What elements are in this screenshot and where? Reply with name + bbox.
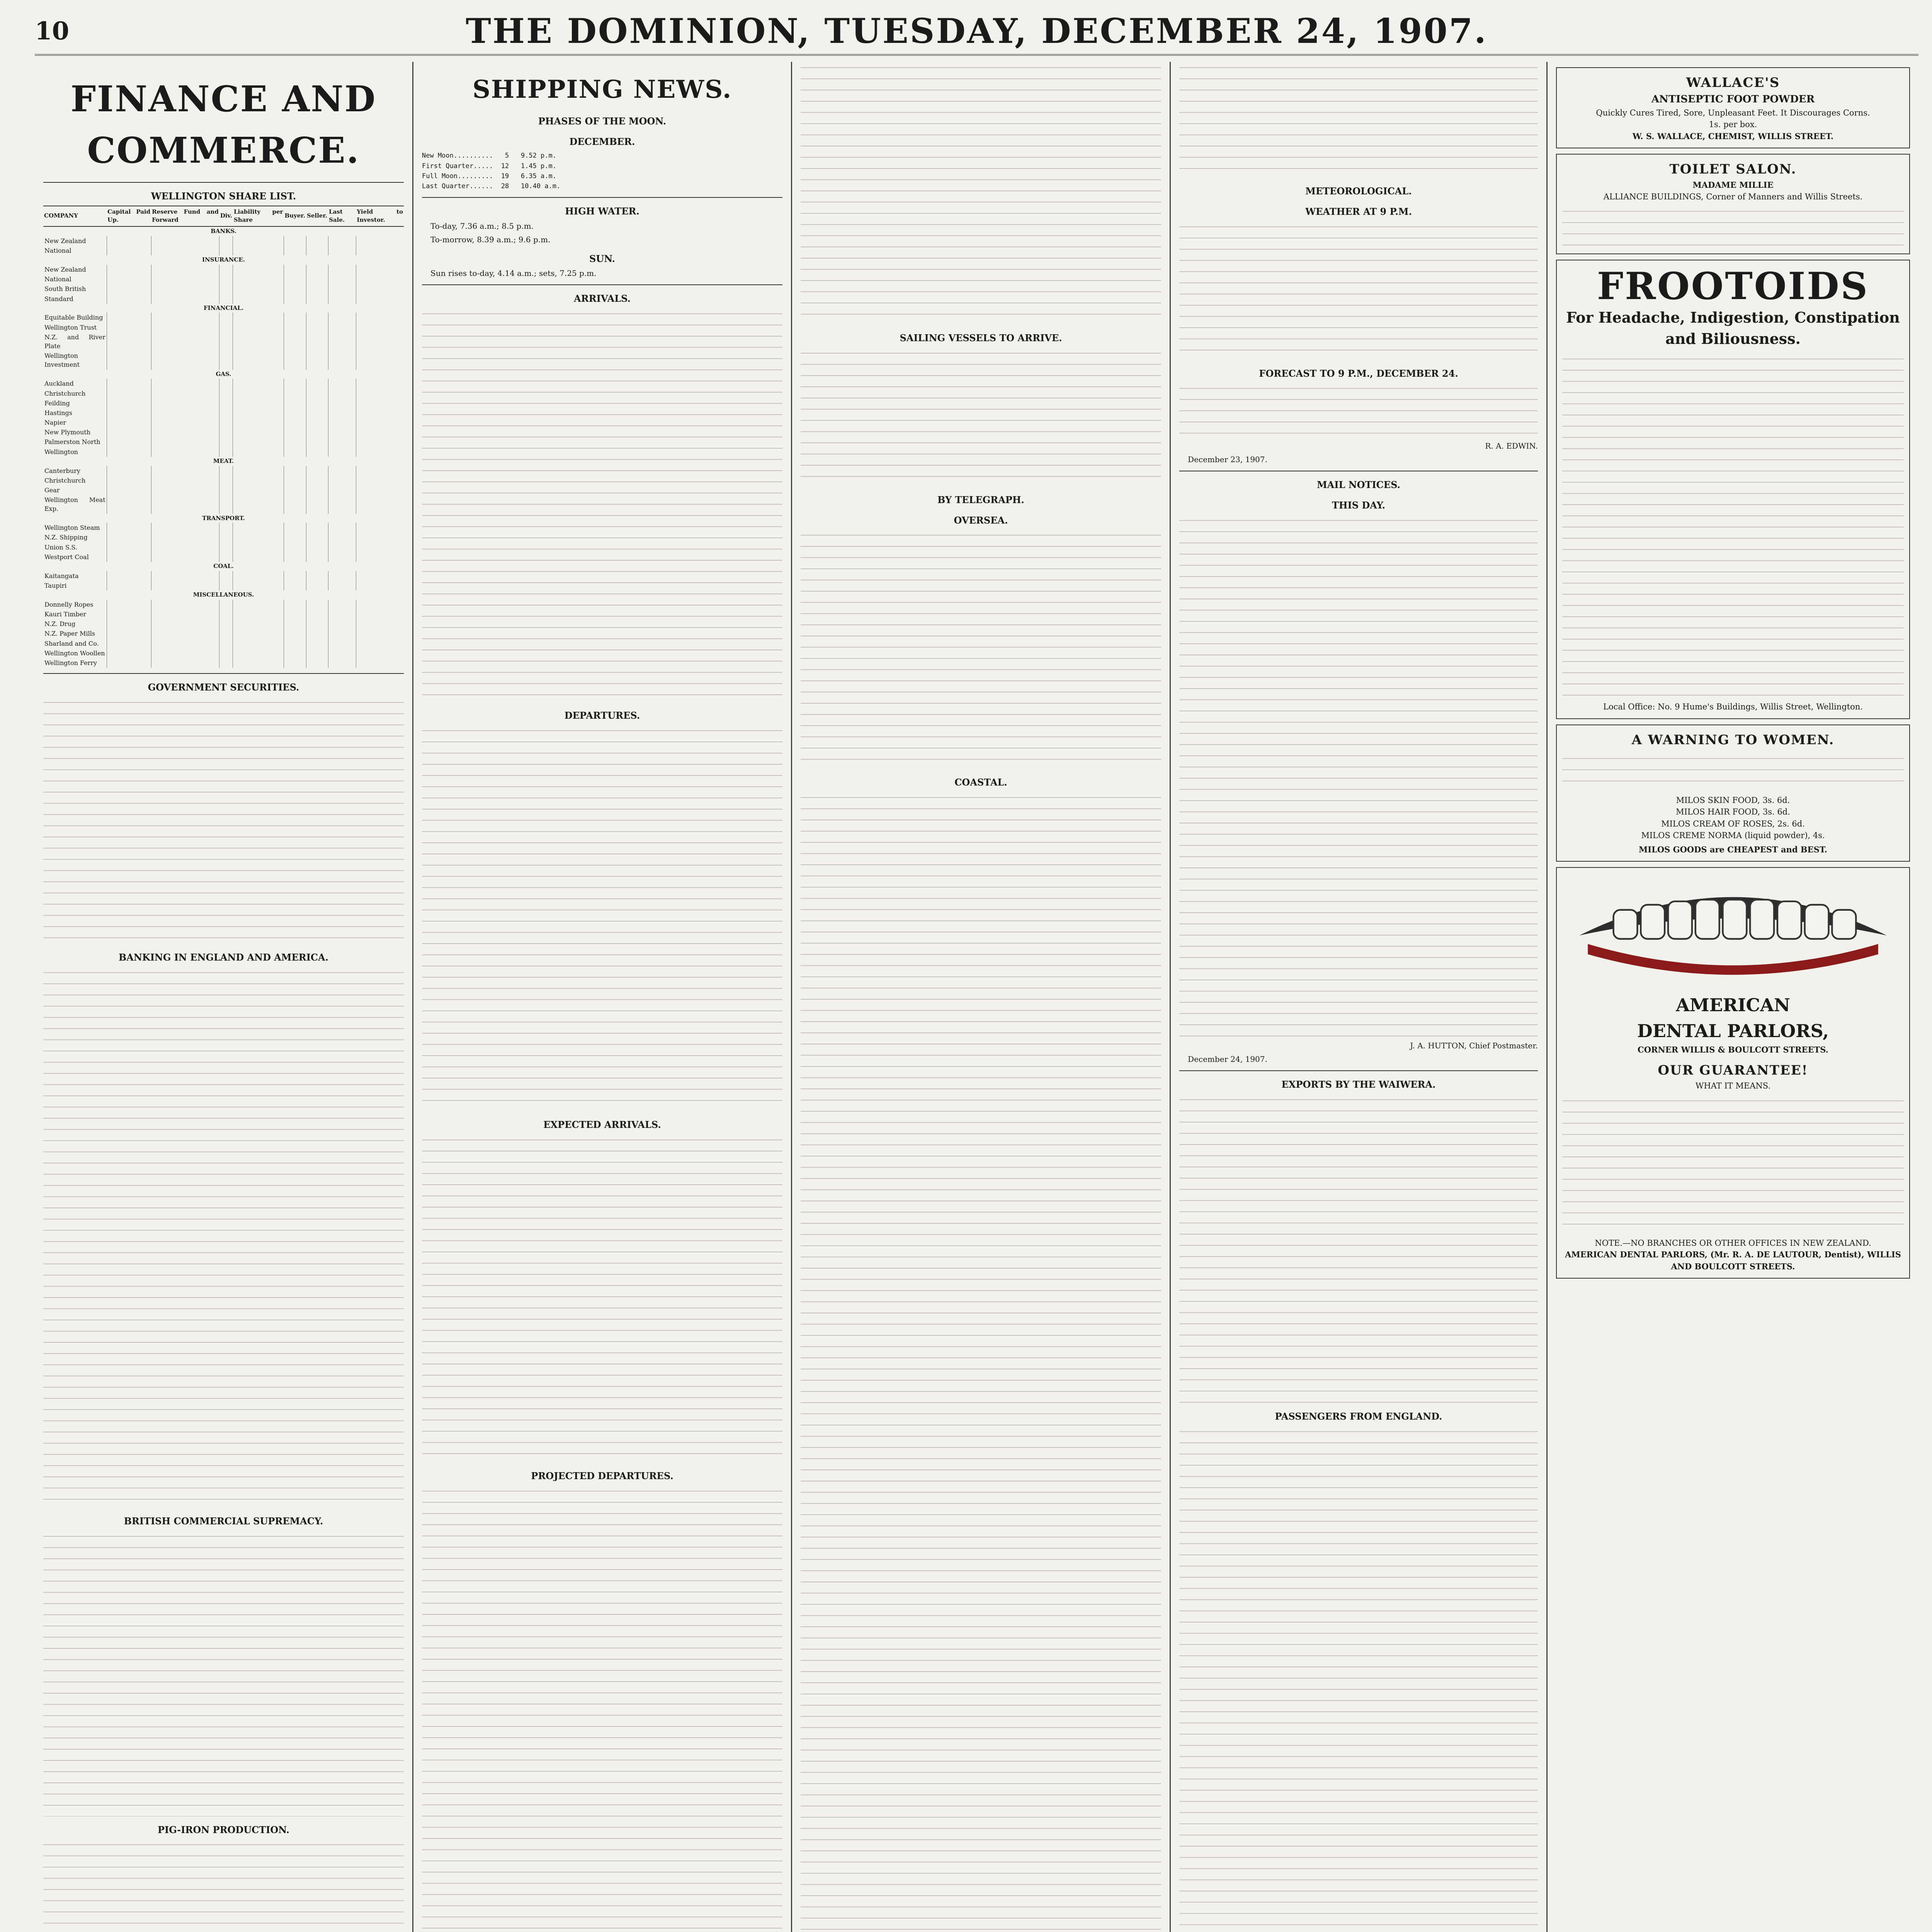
high-water-today: To-day, 7.36 a.m.; 8.5 p.m. bbox=[430, 221, 534, 231]
shipping-continued bbox=[801, 62, 1161, 325]
share-row: Wellington Woollen bbox=[43, 648, 404, 658]
banking-title: BANKING IN ENGLAND AND AMERICA. bbox=[118, 952, 329, 963]
share-table-column-header: Div. bbox=[219, 206, 233, 227]
departures-title: DEPARTURES. bbox=[564, 710, 640, 721]
telegraph-title: BY TELEGRAPH. bbox=[937, 494, 1024, 505]
passengers-text bbox=[1179, 1426, 1538, 1932]
toilet-salon-ad: TOILET SALON. MADAME MILLIE ALLIANCE BUILDINGS, Corner of Manners and Willis Streets. bbox=[1556, 154, 1910, 254]
british-title: BRITISH COMMERCIAL SUPREMACY. bbox=[124, 1515, 323, 1527]
expected-arrivals-text bbox=[422, 1134, 782, 1463]
share-row: National bbox=[43, 246, 404, 255]
moon-phase-row: Full Moon......... 19 6.35 a.m. bbox=[422, 172, 556, 180]
share-row: N.Z. Shipping bbox=[43, 532, 404, 542]
share-row: Canterbury bbox=[43, 466, 404, 476]
british-text bbox=[43, 1531, 404, 1816]
sailing-text bbox=[801, 347, 1161, 486]
pig-iron-title: PIG-IRON PRODUCTION. bbox=[157, 1824, 290, 1835]
milos-products bbox=[1562, 794, 1904, 842]
share-table-header bbox=[43, 206, 404, 227]
wallace-ad: WALLACE'S ANTISEPTIC FOOT POWDER Quickly Cures Tired, Sore, Unpleasant Feet. It Discourages Corns. 1s. per box. W. S. WALLACE, CHEMIST, WILLIS STREET. bbox=[1556, 67, 1910, 148]
forecast-text bbox=[1179, 383, 1538, 440]
share-row: N.Z. and River Plate bbox=[43, 332, 404, 351]
share-table-column-header: COMPANY bbox=[43, 206, 107, 227]
share-row: Christchurch bbox=[43, 476, 404, 485]
finance-column bbox=[35, 62, 413, 1932]
weather-date: December 23, 1907. bbox=[1188, 455, 1267, 464]
page-number: 10 bbox=[35, 16, 70, 46]
moon-month: DECEMBER. bbox=[569, 136, 635, 147]
dentures-illustration bbox=[1562, 873, 1904, 989]
share-category-row: BANKS. bbox=[211, 228, 236, 235]
share-table-column-header: Capital Paid Up. bbox=[107, 206, 151, 227]
milos-product: MILOS SKIN FOOD, 3s. 6d. bbox=[1676, 795, 1790, 805]
moon-title: PHASES OF THE MOON. bbox=[538, 115, 667, 127]
mail-text bbox=[1179, 515, 1538, 1040]
passengers-title: PASSENGERS FROM ENGLAND. bbox=[1275, 1410, 1442, 1422]
share-row: Christchurch bbox=[43, 389, 404, 398]
moon-phase-row: New Moon.......... 5 9.52 p.m. bbox=[422, 152, 556, 160]
sailing-title: SAILING VESSELS TO ARRIVE. bbox=[900, 332, 1062, 344]
share-row: National bbox=[43, 274, 404, 284]
share-row: Gear bbox=[43, 485, 404, 495]
share-table-column-header: Last Sale. bbox=[328, 206, 356, 227]
coastal-text bbox=[801, 792, 1161, 1932]
share-row: Union S.S. bbox=[43, 543, 404, 552]
share-list-title: WELLINGTON SHARE LIST. bbox=[151, 190, 296, 202]
share-row: N.Z. Drug bbox=[43, 619, 404, 629]
moon-phase-row: First Quarter..... 12 1.45 p.m. bbox=[422, 162, 556, 170]
expected-arrivals-title: EXPECTED ARRIVALS. bbox=[543, 1119, 661, 1130]
frootoids-ad: FROOTOIDS For Headache, Indigestion, Constipation and Biliousness. Local Office: No. 9 Hume's Buildings, Willis Street, Wellington. bbox=[1556, 260, 1910, 719]
arrivals-text bbox=[422, 308, 782, 702]
milos-product: MILOS CREAM OF ROSES, 2s. 6d. bbox=[1661, 819, 1805, 828]
share-row: Wellington bbox=[43, 447, 404, 457]
share-category-row: INSURANCE. bbox=[202, 256, 245, 264]
gov-securities-text bbox=[43, 697, 404, 944]
share-table-column-header: Seller. bbox=[306, 206, 328, 227]
share-row: Kaitangata bbox=[43, 571, 404, 581]
share-row: Feilding bbox=[43, 398, 404, 408]
share-category-row: GAS. bbox=[216, 370, 231, 378]
ads-column bbox=[1548, 62, 1918, 1932]
banking-text bbox=[43, 967, 404, 1508]
weather-text bbox=[1179, 221, 1538, 360]
share-row: Wellington Trust bbox=[43, 323, 404, 332]
share-row: Equitable Building bbox=[43, 313, 404, 322]
weather-sub: WEATHER AT 9 P.M. bbox=[1305, 206, 1412, 217]
gov-securities-title: GOVERNMENT SECURITIES. bbox=[148, 682, 299, 693]
share-row: Standard bbox=[43, 294, 404, 304]
share-row: New Plymouth bbox=[43, 427, 404, 437]
share-category-row: FINANCIAL. bbox=[203, 304, 244, 311]
mail-date: December 24, 1907. bbox=[1188, 1054, 1267, 1064]
share-row: Taupiri bbox=[43, 581, 404, 590]
arrivals-title: ARRIVALS. bbox=[574, 293, 631, 304]
share-row: Napier bbox=[43, 418, 404, 427]
share-category-row: MEAT. bbox=[213, 457, 234, 464]
oversea2-text bbox=[801, 529, 1161, 769]
waiwera-title: EXPORTS BY THE WAIWERA. bbox=[1281, 1078, 1436, 1090]
milos-product: MILOS HAIR FOOD, 3s. 6d. bbox=[1676, 807, 1790, 817]
projected-departures-title: PROJECTED DEPARTURES. bbox=[531, 1470, 673, 1481]
finance-heading: FINANCE AND COMMERCE. bbox=[70, 78, 377, 172]
high-water-title: HIGH WATER. bbox=[565, 205, 639, 217]
pig-iron-table bbox=[43, 1839, 404, 1932]
departures-text bbox=[422, 725, 782, 1111]
newspaper-title: THE DOMINION, TUESDAY, DECEMBER 24, 1907. bbox=[466, 11, 1488, 51]
share-category-row: TRANSPORT. bbox=[202, 514, 245, 522]
share-row: New Zealand bbox=[43, 265, 404, 274]
share-category-row: MISCELLANEOUS. bbox=[193, 591, 254, 599]
weather-signed: R. A. EDWIN. bbox=[1485, 441, 1538, 451]
share-table-column-header: Liability per Share bbox=[233, 206, 284, 227]
share-row: Hastings bbox=[43, 408, 404, 418]
share-table-column-header: Buyer. bbox=[284, 206, 306, 227]
warning-ad: A WARNING TO WOMEN. MILOS SKIN FOOD, 3s. 6d. MILOS HAIR FOOD, 3s. 6d. MILOS CREAM OF ROSES, 2s. 6d. MILOS CREME NORMA (liquid powder), 4s. MILOS GOODS are CHEAPEST and BEST. bbox=[1556, 724, 1910, 862]
oversea2-title: OVERSEA. bbox=[954, 514, 1008, 526]
high-water-tomorrow: To-morrow, 8.39 a.m.; 9.6 p.m. bbox=[430, 235, 551, 244]
shipping-column bbox=[413, 62, 792, 1932]
share-row: Palmerston North bbox=[43, 437, 404, 447]
share-row: New Zealand bbox=[43, 236, 404, 246]
coastal-title: COASTAL. bbox=[954, 777, 1007, 788]
share-row: Wellington Ferry bbox=[43, 658, 404, 668]
mail-title: MAIL NOTICES. bbox=[1317, 479, 1400, 491]
share-row: Wellington Steam bbox=[43, 523, 404, 532]
telegraph-column bbox=[792, 62, 1171, 1932]
share-row: Kauri Timber bbox=[43, 609, 404, 619]
share-row: Westport Coal bbox=[43, 552, 404, 562]
share-row: South British bbox=[43, 284, 404, 294]
share-category-row: COAL. bbox=[213, 563, 234, 570]
milos-product: MILOS CREME NORMA (liquid powder), 4s. bbox=[1641, 831, 1825, 840]
sun-title: SUN. bbox=[589, 253, 616, 264]
share-table bbox=[43, 206, 404, 668]
sun-text: Sun rises to-day, 4.14 a.m.; sets, 7.25 p.m. bbox=[430, 269, 597, 278]
mail-signed: J. A. HUTTON, Chief Postmaster. bbox=[1410, 1041, 1538, 1050]
share-row: Auckland bbox=[43, 379, 404, 388]
cargo-continued bbox=[1179, 62, 1538, 178]
share-table-column-header: Yield to Investor. bbox=[356, 206, 404, 227]
share-row: Donnelly Ropes bbox=[43, 600, 404, 609]
weather-title: METEOROLOGICAL. bbox=[1305, 185, 1412, 197]
page-columns bbox=[35, 62, 1918, 1932]
share-row: Sharland and Co. bbox=[43, 639, 404, 648]
dental-ad: AMERICAN DENTAL PARLORS, CORNER WILLIS & BOULCOTT STREETS. OUR GUARANTEE! WHAT IT MEANS. NOTE.—NO BRANCHES OR OTHER OFFICES IN NEW ZEALAND. AMERICAN DENTAL PARLORS, (Mr. R. A. DE LAUTOUR, Dentist), WILLIS AND BOULCOTT STREETS. bbox=[1556, 867, 1910, 1279]
share-row: Wellington Investment bbox=[43, 351, 404, 369]
mail-this-day: THIS DAY. bbox=[1332, 500, 1386, 511]
share-row: N.Z. Paper Mills bbox=[43, 629, 404, 638]
masthead bbox=[35, 8, 1918, 56]
moon-phases bbox=[422, 151, 782, 191]
projected-departures-text bbox=[422, 1485, 782, 1932]
share-row: Wellington Meat Exp. bbox=[43, 495, 404, 514]
notices-column bbox=[1171, 62, 1548, 1932]
share-table-column-header: Reserve Fund and Forward bbox=[151, 206, 219, 227]
forecast-title: FORECAST TO 9 P.M., DECEMBER 24. bbox=[1259, 367, 1458, 379]
shipping-heading: SHIPPING NEWS. bbox=[472, 75, 732, 104]
waiwera-text bbox=[1179, 1094, 1538, 1403]
moon-phase-row: Last Quarter...... 28 10.40 a.m. bbox=[422, 182, 561, 190]
